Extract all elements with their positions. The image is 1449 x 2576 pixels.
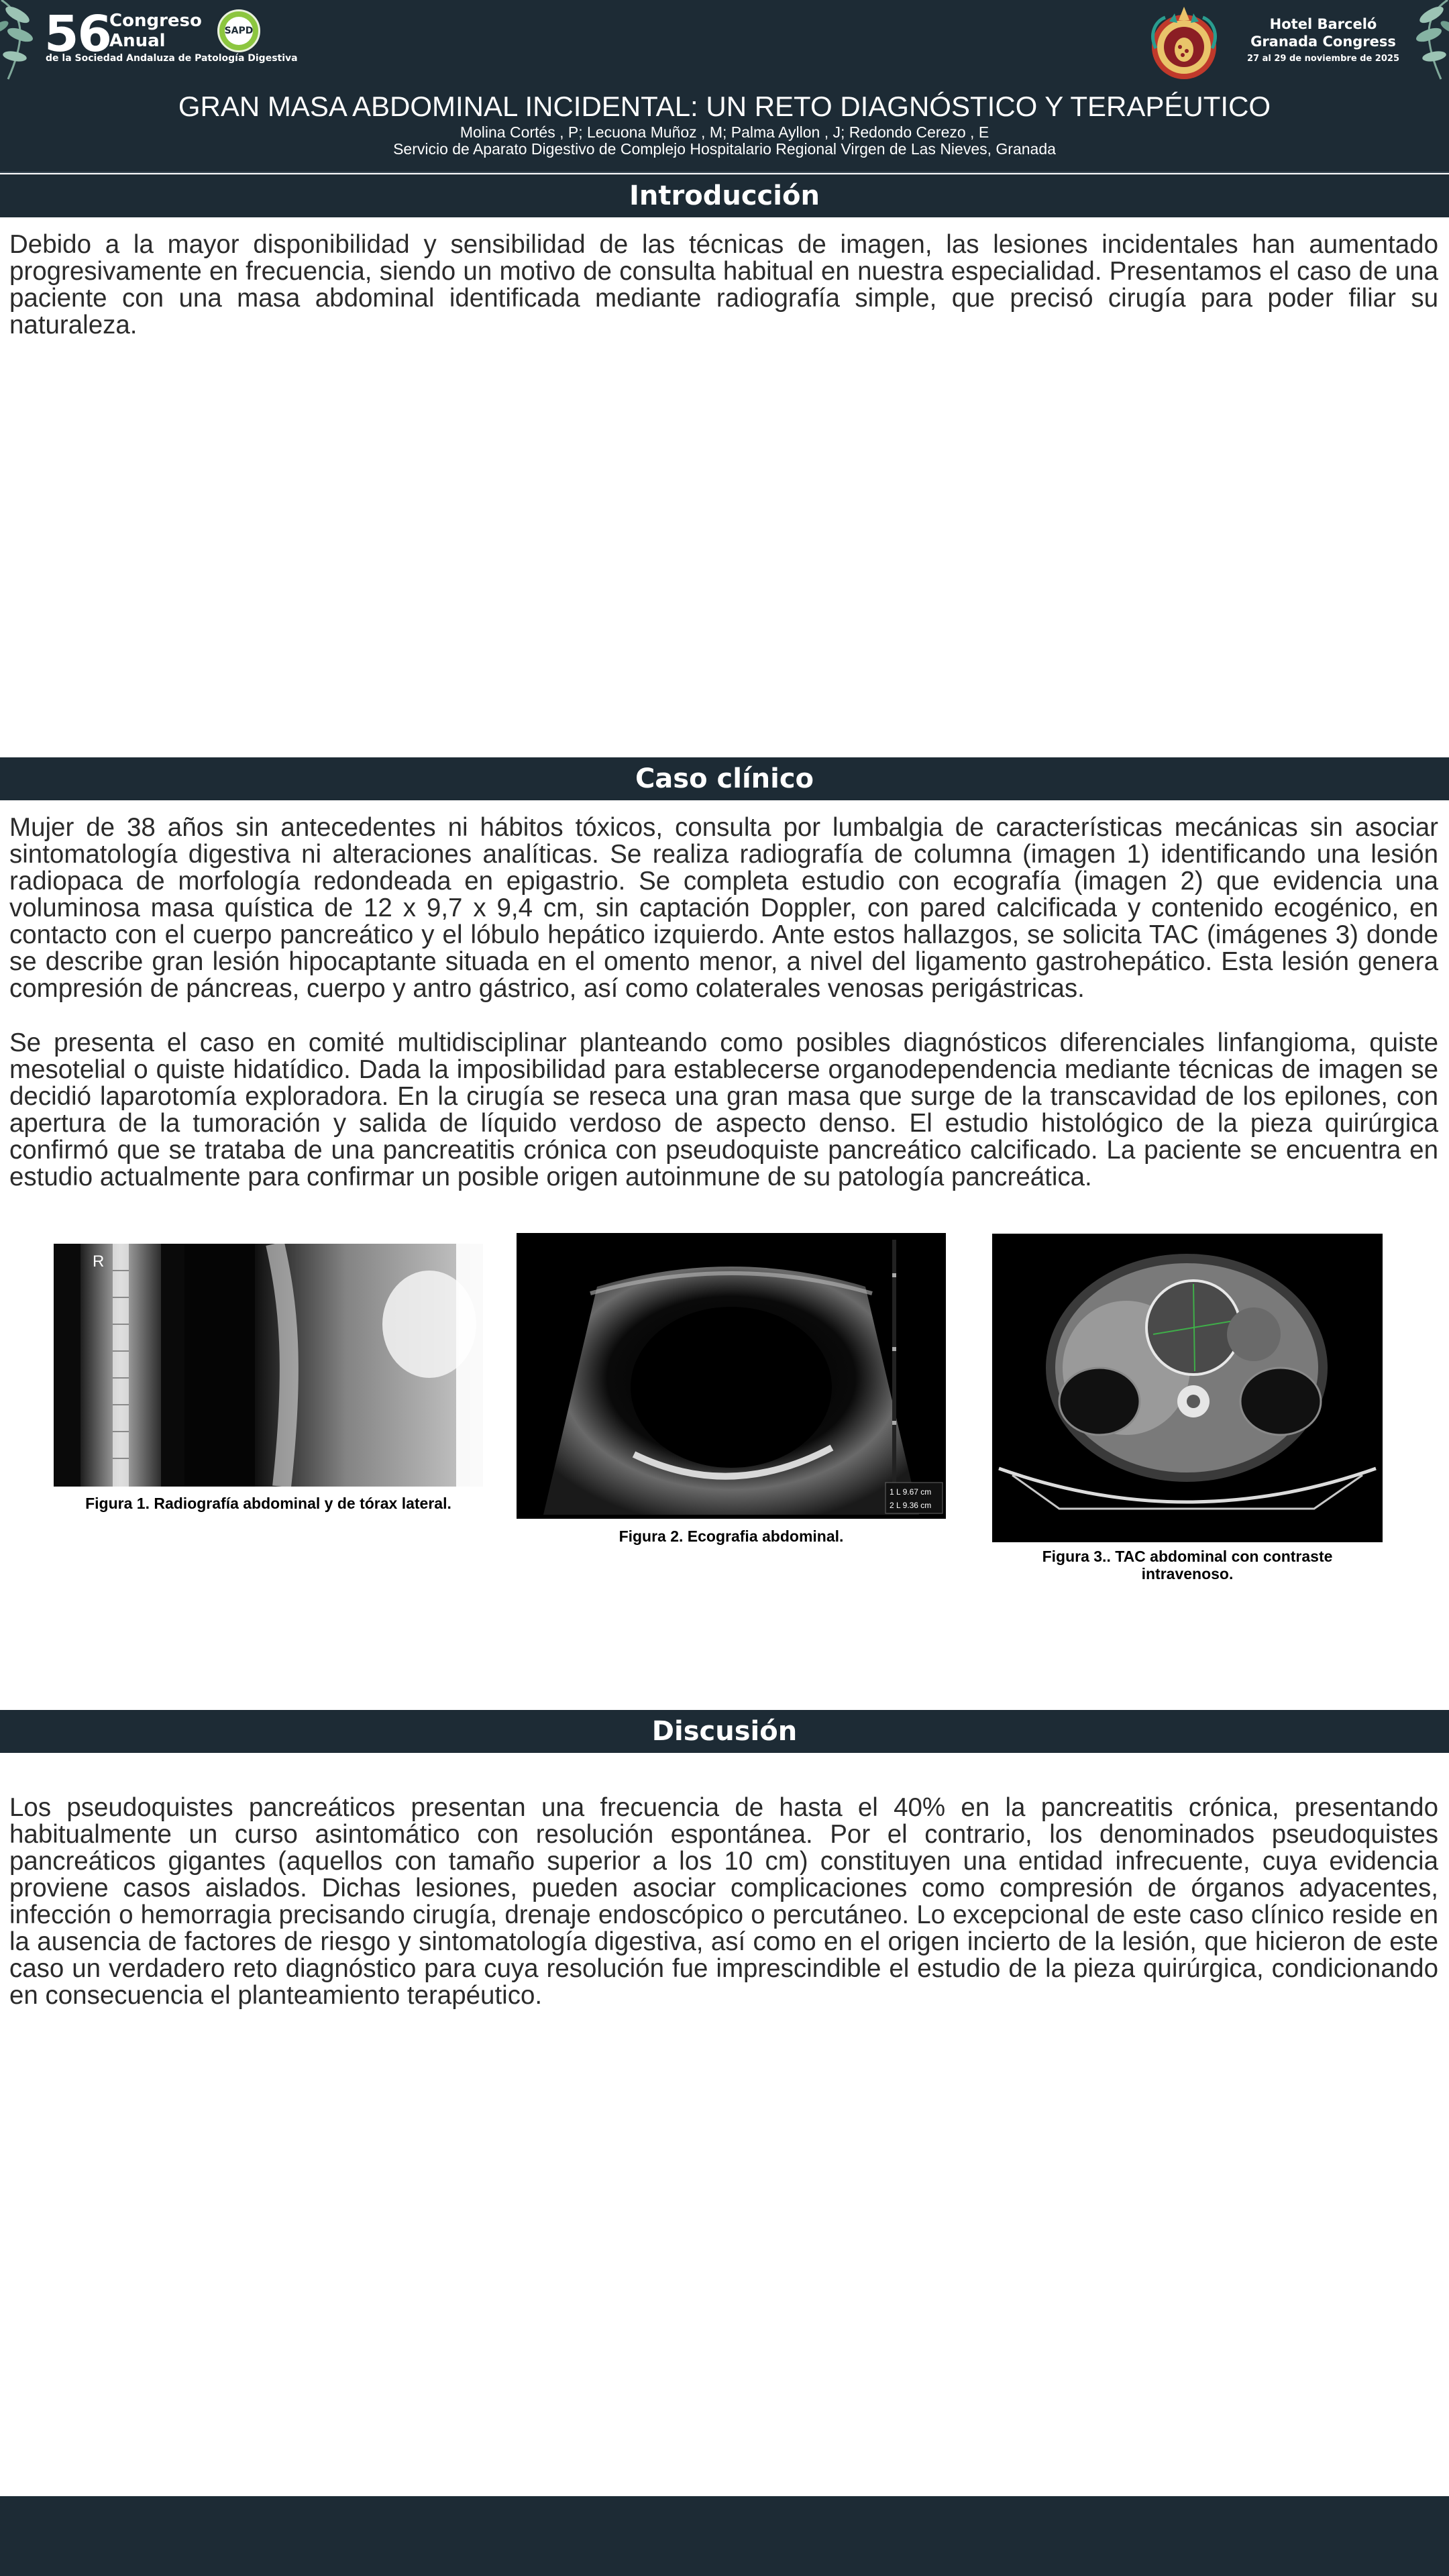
venue-dates: 27 al 29 de noviembre de 2025 [1246, 54, 1399, 64]
figure-1-caption: Figura 1. Radiografía abdominal y de tórax lateral. [85, 1495, 451, 1512]
us-measure-1: 1 L 9.67 cm [890, 1487, 932, 1497]
section-heading-case: Caso clínico [635, 763, 814, 794]
section-bar-case [0, 757, 1449, 800]
section-heading-discussion: Discusión [651, 1716, 798, 1747]
figure-3-ct-image [992, 1234, 1383, 1542]
section-bar-intro [0, 174, 1449, 217]
venue-line-1: Hotel Barceló [1269, 16, 1377, 32]
leaf-ornament-left [0, 0, 38, 80]
congress-number: 56 [44, 5, 111, 63]
section-bar-discussion [0, 1710, 1449, 1753]
figure-2-ultrasound-image [517, 1233, 946, 1519]
poster-title: GRAN MASA ABDOMINAL INCIDENTAL: UN RETO DIAGNÓSTICO Y TERAPÉUTICO [178, 91, 1271, 122]
annual-word: Anual [109, 31, 166, 51]
intro-paragraph: Debido a la mayor disponibilidad y sensibilidad de las técnicas de imagen, las lesiones incidentales han aumentado progresivamente en frecuencia, siendo un motivo de consulta habitual en nuestra especialidad. Presentamos el caso de una paciente con una masa abdominal identificada mediante radiografía simple, que precisó cirugía para poder filiar su naturaleza. [9, 230, 1438, 339]
case-paragraph-2: Se presenta el caso en comité multidisciplinar planteando como posibles diagnósticos diferenciales linfangioma, quiste mesotelial o quiste hidatídico. Dada la imposibilidad para establecerse organodependencia mediante técnicas de imagen se decidió laparotomía exploradora. En la cirugía se reseca una gran masa que surge de la transcavidad de los epilones, con apertura de la tumoración y salida de líquido verdoso de aspecto denso. El estudio histológico de la pieza quirúrgica confirmó que se trataba de una pancreatitis crónica con pseudoquiste pancreático calcificado. La paciente se encuentra en estudio actualmente para confirmar un posible origen autoinmune de su patología pancreática. [9, 1028, 1438, 1191]
poster-header [0, 0, 1449, 173]
authors: Molina Cortés , P; Lecuona Muñoz , M; Palma Ayllon , J; Redondo Cerezo , E [460, 123, 989, 141]
sapd-logo [217, 9, 260, 52]
poster-footer [0, 2496, 1449, 2576]
section-heading-intro: Introducción [629, 180, 820, 211]
xray-side-marker: R [93, 1252, 105, 1271]
figure-1-xray-image [54, 1244, 483, 1487]
congress-word: Congreso [109, 11, 202, 31]
affiliation: Servicio de Aparato Digestivo de Complejo Hospitalario Regional Virgen de Las Nieves, Granada [393, 140, 1056, 158]
venue-line-2: Granada Congress [1250, 34, 1396, 50]
leaf-ornament-right [1411, 0, 1449, 80]
figure-3-caption: Figura 3.. TAC abdominal con contraste intravenoso. [1042, 1548, 1333, 1582]
sapd-logo-text: SAPD [225, 17, 253, 45]
us-measure-2: 2 L 9.36 cm [890, 1501, 932, 1510]
granada-crest-logo [1142, 1, 1226, 85]
society-name: de la Sociedad Andaluza de Patología Digestiva [46, 53, 298, 64]
discussion-paragraph: Los pseudoquistes pancreáticos presentan una frecuencia de hasta el 40% en la pancreatitis crónica, presentando habitualmente un curso asintomático con resolución espontánea. Por el contrario, los denominados pseudoquistes pancreáticos gigantes (aquellos con tamaño superior a los 10 cm) constituyen una entidad infrecuente, cuya evidencia proviene casos aislados. Dichas lesiones, pueden asociar complicaciones como compresión de órganos adyacentes, infección o hemorragia precisando cirugía, drenaje endoscópico o percutáneo. Lo excepcional de este caso clínico reside en la ausencia de factores de riesgo y sintomatología digestiva, así como en el origen incierto de la lesión, que hicieron de este caso un verdadero reto diagnóstico para cuya resolución fue imprescindible el estudio de la pieza quirúrgica, condicionando en consecuencia el planteamiento terapéutico. [9, 1793, 1438, 2010]
figure-2-caption: Figura 2. Ecografia abdominal. [619, 1527, 844, 1545]
case-paragraph-1: Mujer de 38 años sin antecedentes ni hábitos tóxicos, consulta por lumbalgia de características mecánicas sin asociar sintomatología digestiva ni alteraciones analíticas. Se realiza radiografía de columna (imagen 1) identificando una lesión radiopaca de morfología redondeada en epigastrio. Se completa estudio con ecografía (imagen 2) que evidencia una voluminosa masa quística de 12 x 9,7 x 9,4 cm, sin captación Doppler, con pared calcificada y contenido ecogénico, en contacto con el cuerpo pancreático y el lóbulo hepático izquierdo. Ante estos hallazgos, se solicita TAC (imágenes 3) donde se describe gran lesión hipocaptante situada en el omento menor, a nivel del ligamento gastrohepático. Esta lesión genera compresión de páncreas, cuerpo y antro gástrico, así como colaterales venosas perigástricas. [9, 813, 1438, 1003]
header-divider [0, 172, 1449, 173]
